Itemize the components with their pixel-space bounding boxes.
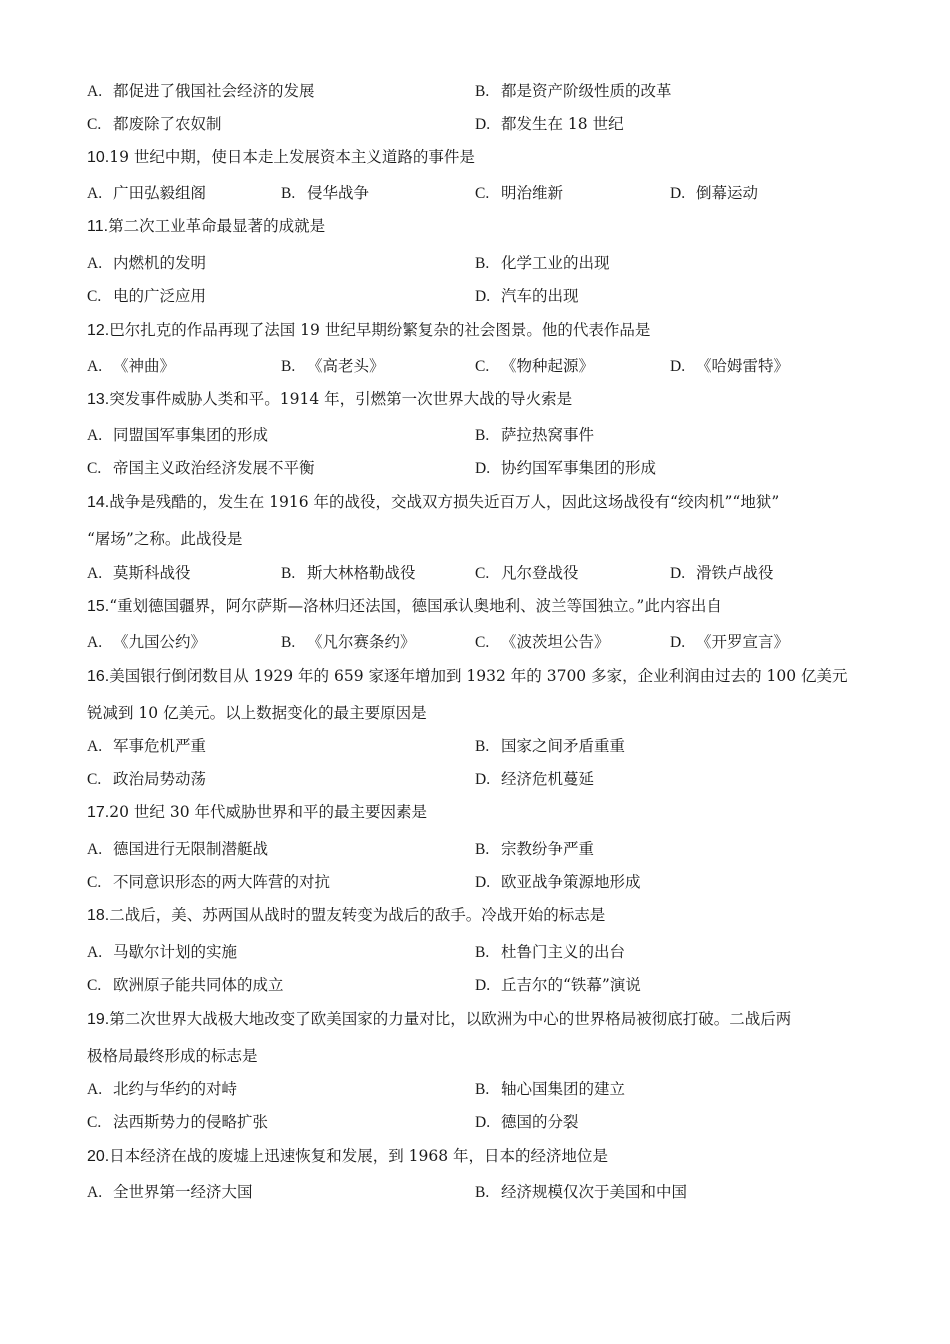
options-row bbox=[0, 767, 950, 791]
option-text: 《哈姆雷特》 bbox=[696, 357, 790, 375]
option-letter: B. bbox=[475, 255, 490, 272]
option-text: 德国的分裂 bbox=[501, 1113, 579, 1131]
option-text: 同盟国军事集团的形成 bbox=[113, 426, 269, 444]
answer-option[interactable] bbox=[87, 734, 206, 759]
question-continuation-row bbox=[0, 527, 950, 551]
answer-option[interactable] bbox=[670, 630, 789, 655]
option-letter: D. bbox=[670, 634, 686, 651]
question-stem bbox=[87, 1144, 860, 1169]
answer-option[interactable] bbox=[475, 251, 610, 276]
question-continuation-row bbox=[0, 1044, 950, 1068]
question-text-continued: 锐减到 10 亿美元。以上数据变化的最主要原因是 bbox=[87, 704, 427, 722]
option-text: 都废除了农奴制 bbox=[113, 115, 222, 133]
option-letter: D. bbox=[670, 358, 686, 375]
option-letter: B. bbox=[475, 427, 490, 444]
option-letter: A. bbox=[87, 185, 103, 202]
question-number: 15. bbox=[87, 598, 110, 615]
question-text: 美国银行倒闭数目从 1929 年的 659 家逐年增加到 1932 年的 3700 多家，企业利润由过去的 100 亿美元 bbox=[109, 667, 848, 685]
answer-option[interactable] bbox=[475, 423, 594, 448]
option-text: 广田弘毅组阁 bbox=[113, 184, 207, 202]
question-text: 第二次世界大战极大地改变了欧美国家的力量对比，以欧洲为中心的世界格局被彻底打破。二战后两 bbox=[109, 1010, 792, 1028]
option-text: 国家之间矛盾重重 bbox=[501, 737, 626, 755]
option-letter: D. bbox=[475, 771, 491, 788]
answer-option[interactable] bbox=[281, 561, 416, 586]
option-letter: B. bbox=[475, 738, 490, 755]
answer-option[interactable] bbox=[475, 561, 579, 586]
answer-option[interactable] bbox=[475, 940, 625, 965]
answer-option[interactable] bbox=[87, 561, 191, 586]
option-text: 电的广泛应用 bbox=[113, 287, 207, 305]
question-number: 14. bbox=[87, 494, 110, 511]
option-text: 都发生在 18 世纪 bbox=[501, 115, 624, 133]
question-text: 20 世纪 30 年代威胁世界和平的最主要因素是 bbox=[109, 803, 427, 821]
option-text: 不同意识形态的两大阵营的对抗 bbox=[113, 873, 331, 891]
question-row bbox=[0, 594, 950, 618]
option-letter: B. bbox=[281, 634, 296, 651]
answer-option[interactable] bbox=[87, 940, 237, 965]
option-letter: B. bbox=[475, 83, 490, 100]
options-row bbox=[0, 630, 950, 654]
option-letter: A. bbox=[87, 841, 103, 858]
question-number: 20. bbox=[87, 1148, 110, 1165]
answer-option[interactable] bbox=[281, 630, 416, 655]
answer-option[interactable] bbox=[87, 837, 268, 862]
option-text: 《神曲》 bbox=[113, 357, 176, 375]
question-number: 10. bbox=[87, 149, 110, 166]
option-letter: C. bbox=[87, 288, 102, 305]
answer-option[interactable] bbox=[87, 79, 315, 104]
option-text: 《凡尔赛条约》 bbox=[307, 633, 416, 651]
options-row bbox=[0, 1180, 950, 1204]
answer-option[interactable] bbox=[475, 767, 594, 792]
answer-option[interactable] bbox=[475, 456, 656, 481]
option-letter: B. bbox=[281, 185, 296, 202]
question-text: “重划德国疆界，阿尔萨斯—洛林归还法国，德国承认奥地利、波兰等国独立。”此内容出自 bbox=[109, 597, 722, 615]
option-letter: A. bbox=[87, 83, 103, 100]
option-letter: D. bbox=[475, 116, 491, 133]
option-text: 全世界第一经济大国 bbox=[113, 1183, 253, 1201]
option-text: 杜鲁门主义的出台 bbox=[501, 943, 626, 961]
option-letter: A. bbox=[87, 944, 103, 961]
question-stem bbox=[87, 490, 860, 515]
option-letter: D. bbox=[475, 460, 491, 477]
question-stem bbox=[87, 145, 860, 170]
answer-option[interactable] bbox=[475, 837, 594, 862]
option-text: 侵华战争 bbox=[307, 184, 370, 202]
option-letter: A. bbox=[87, 738, 103, 755]
option-text: 《开罗宣言》 bbox=[696, 633, 790, 651]
option-letter: C. bbox=[87, 874, 102, 891]
option-text: 莫斯科战役 bbox=[113, 564, 191, 582]
option-letter: C. bbox=[475, 565, 490, 582]
question-stem bbox=[87, 664, 860, 689]
question-number: 13. bbox=[87, 391, 110, 408]
option-text: 欧亚战争策源地形成 bbox=[501, 873, 641, 891]
answer-option[interactable] bbox=[475, 354, 594, 379]
answer-option[interactable] bbox=[87, 181, 206, 206]
answer-option[interactable] bbox=[670, 181, 758, 206]
question-row bbox=[0, 490, 950, 514]
option-letter: A. bbox=[87, 358, 103, 375]
options-row bbox=[0, 870, 950, 894]
option-text: 化学工业的出现 bbox=[501, 254, 610, 272]
options-row bbox=[0, 456, 950, 480]
option-letter: D. bbox=[475, 977, 491, 994]
option-text: 法西斯势力的侵略扩张 bbox=[113, 1113, 269, 1131]
option-text: 萨拉热窝事件 bbox=[501, 426, 595, 444]
options-row bbox=[0, 284, 950, 308]
answer-option[interactable] bbox=[87, 354, 175, 379]
answer-option[interactable] bbox=[475, 112, 624, 137]
answer-option[interactable] bbox=[87, 870, 330, 895]
options-row bbox=[0, 181, 950, 205]
option-letter: C. bbox=[87, 977, 102, 994]
question-number: 16. bbox=[87, 668, 110, 685]
options-row bbox=[0, 1110, 950, 1134]
option-letter: D. bbox=[475, 1114, 491, 1131]
question-stem bbox=[87, 1007, 860, 1032]
option-text: 帝国主义政治经济发展不平衡 bbox=[113, 459, 315, 477]
option-text: 内燃机的发明 bbox=[113, 254, 207, 272]
question-stem bbox=[87, 387, 860, 412]
question-row bbox=[0, 318, 950, 342]
option-text: 《九国公约》 bbox=[113, 633, 207, 651]
option-letter: A. bbox=[87, 634, 103, 651]
answer-option[interactable] bbox=[87, 630, 206, 655]
question-stem bbox=[87, 594, 860, 619]
question-row bbox=[0, 1144, 950, 1168]
question-number: 19. bbox=[87, 1011, 110, 1028]
option-letter: C. bbox=[87, 1114, 102, 1131]
answer-option[interactable] bbox=[670, 561, 774, 586]
option-letter: D. bbox=[670, 185, 686, 202]
options-row bbox=[0, 734, 950, 758]
question-text-continued: 极格局最终形成的标志是 bbox=[87, 1047, 258, 1065]
option-text: 政治局势动荡 bbox=[113, 770, 207, 788]
question-row bbox=[0, 145, 950, 169]
option-letter: C. bbox=[87, 771, 102, 788]
option-text: 欧洲原子能共同体的成立 bbox=[113, 976, 284, 994]
question-row bbox=[0, 1007, 950, 1031]
answer-option[interactable] bbox=[87, 767, 206, 792]
options-row bbox=[0, 940, 950, 964]
answer-option[interactable] bbox=[87, 456, 315, 481]
option-text: 协约国军事集团的形成 bbox=[501, 459, 657, 477]
option-text: 《高老头》 bbox=[307, 357, 385, 375]
answer-option[interactable] bbox=[475, 181, 563, 206]
question-text: 巴尔扎克的作品再现了法国 19 世纪早期纷繁复杂的社会图景。他的代表作品是 bbox=[109, 321, 651, 339]
option-text: 经济规模仅次于美国和中国 bbox=[501, 1183, 688, 1201]
option-letter: B. bbox=[475, 944, 490, 961]
question-number: 17. bbox=[87, 804, 110, 821]
question-text: 第二次工业革命最显著的成就是 bbox=[108, 217, 326, 235]
answer-option[interactable] bbox=[87, 1110, 268, 1135]
question-row bbox=[0, 214, 950, 238]
option-text: 军事危机严重 bbox=[113, 737, 207, 755]
question-number: 18. bbox=[87, 907, 110, 924]
option-text: 宗教纷争严重 bbox=[501, 840, 595, 858]
answer-option[interactable] bbox=[475, 79, 672, 104]
option-text: 经济危机蔓延 bbox=[501, 770, 595, 788]
option-text: 倒幕运动 bbox=[696, 184, 759, 202]
answer-option[interactable] bbox=[475, 973, 641, 998]
answer-option[interactable] bbox=[281, 354, 385, 379]
answer-option[interactable] bbox=[670, 354, 789, 379]
option-letter: A. bbox=[87, 427, 103, 444]
answer-option[interactable] bbox=[87, 423, 268, 448]
question-row bbox=[0, 664, 950, 688]
question-stem bbox=[87, 903, 860, 928]
answer-option[interactable] bbox=[475, 870, 641, 895]
question-stem bbox=[87, 318, 860, 343]
option-text: 都促进了俄国社会经济的发展 bbox=[113, 82, 315, 100]
question-text: 突发事件威胁人类和平。1914 年，引燃第一次世界大战的导火索是 bbox=[109, 390, 573, 408]
option-letter: A. bbox=[87, 1081, 103, 1098]
option-text: 明治维新 bbox=[501, 184, 564, 202]
options-row bbox=[0, 112, 950, 136]
question-text: 二战后，美、苏两国从战时的盟友转变为战后的敌手。冷战开始的标志是 bbox=[109, 906, 606, 924]
options-row bbox=[0, 354, 950, 378]
option-text: 凡尔登战役 bbox=[501, 564, 579, 582]
option-letter: A. bbox=[87, 1184, 103, 1201]
answer-option[interactable] bbox=[475, 1077, 625, 1102]
answer-option[interactable] bbox=[475, 1110, 579, 1135]
options-row bbox=[0, 973, 950, 997]
option-text: 都是资产阶级性质的改革 bbox=[501, 82, 672, 100]
answer-option[interactable] bbox=[475, 284, 579, 309]
options-row bbox=[0, 561, 950, 585]
answer-option[interactable] bbox=[87, 1077, 237, 1102]
option-letter: C. bbox=[475, 185, 490, 202]
answer-option[interactable] bbox=[87, 112, 222, 137]
option-letter: B. bbox=[475, 1184, 490, 1201]
option-letter: D. bbox=[475, 874, 491, 891]
question-stem bbox=[87, 800, 860, 825]
answer-option[interactable] bbox=[475, 734, 625, 759]
answer-option[interactable] bbox=[87, 1180, 253, 1205]
option-text: 北约与华约的对峙 bbox=[113, 1080, 238, 1098]
answer-option[interactable] bbox=[475, 1180, 687, 1205]
option-letter: B. bbox=[281, 358, 296, 375]
options-row bbox=[0, 79, 950, 103]
option-letter: C. bbox=[475, 358, 490, 375]
options-row bbox=[0, 423, 950, 447]
option-letter: B. bbox=[475, 1081, 490, 1098]
question-row bbox=[0, 387, 950, 411]
answer-option[interactable] bbox=[87, 251, 206, 276]
answer-option[interactable] bbox=[87, 973, 284, 998]
answer-option[interactable] bbox=[281, 181, 369, 206]
option-text: 《波茨坦公告》 bbox=[501, 633, 610, 651]
options-row bbox=[0, 837, 950, 861]
options-row bbox=[0, 1077, 950, 1101]
option-letter: C. bbox=[475, 634, 490, 651]
question-number: 11. bbox=[87, 218, 109, 235]
option-text: 滑铁卢战役 bbox=[696, 564, 774, 582]
option-letter: C. bbox=[87, 460, 102, 477]
option-text: 马歇尔计划的实施 bbox=[113, 943, 238, 961]
option-letter: D. bbox=[670, 565, 686, 582]
option-letter: B. bbox=[281, 565, 296, 582]
option-text: 丘吉尔的“铁幕”演说 bbox=[501, 976, 641, 994]
question-row bbox=[0, 903, 950, 927]
option-text: 轴心国集团的建立 bbox=[501, 1080, 626, 1098]
question-stem bbox=[87, 214, 860, 239]
question-text-continued: “屠场”之称。此战役是 bbox=[87, 530, 243, 548]
option-letter: B. bbox=[475, 841, 490, 858]
answer-option[interactable] bbox=[87, 284, 206, 309]
option-letter: A. bbox=[87, 565, 103, 582]
question-text: 19 世纪中期，使日本走上发展资本主义道路的事件是 bbox=[109, 148, 475, 166]
question-text: 日本经济在战的废墟上迅速恢复和发展，到 1968 年，日本的经济地位是 bbox=[109, 1147, 609, 1165]
option-text: 《物种起源》 bbox=[501, 357, 595, 375]
question-continuation-row bbox=[0, 701, 950, 725]
option-letter: D. bbox=[475, 288, 491, 305]
option-letter: C. bbox=[87, 116, 102, 133]
answer-option[interactable] bbox=[475, 630, 610, 655]
option-text: 斯大林格勒战役 bbox=[307, 564, 416, 582]
option-text: 德国进行无限制潜艇战 bbox=[113, 840, 269, 858]
option-text: 汽车的出现 bbox=[501, 287, 579, 305]
question-text: 战争是残酷的，发生在 1916 年的战役，交战双方损失近百万人，因此这场战役有“绞肉机”“地狱” bbox=[109, 493, 780, 511]
question-row bbox=[0, 800, 950, 824]
option-letter: A. bbox=[87, 255, 103, 272]
options-row bbox=[0, 251, 950, 275]
question-number: 12. bbox=[87, 322, 110, 339]
